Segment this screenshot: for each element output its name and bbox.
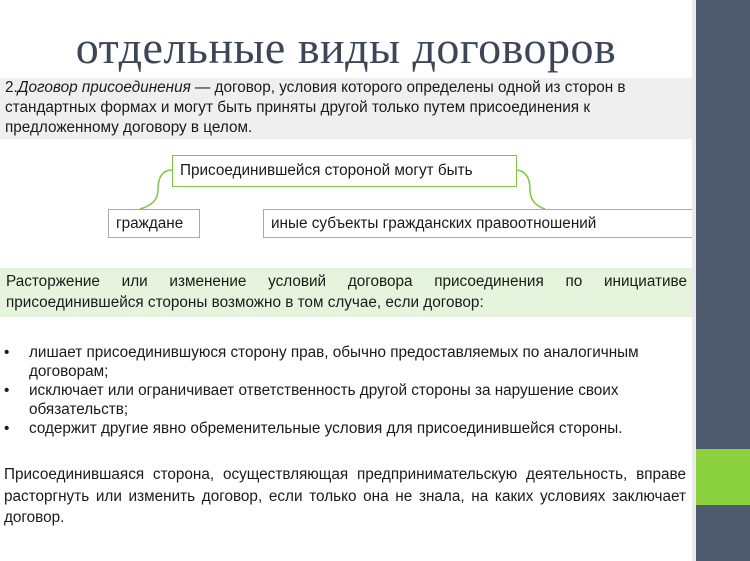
list-item-text: содержит другие явно обременительные условия для присоединившейся стороны. [29,420,623,437]
bullet-marker: • [4,344,10,361]
diagram-right-label: иные субъекты гражданских правоотношений [271,215,597,232]
diagram-heading-box [172,155,517,187]
definition-term: Договор присоединения [17,79,191,96]
bullet-marker: • [4,420,10,437]
connector-left-line [140,170,172,209]
diagram-left-label: граждане [116,215,184,232]
bullet-marker: • [4,382,10,399]
definition-body: — договор, условия которого определены одной из сторон в стандартных формах и могут быть приняты другой только путем присоединения к предложенному договору в целом. [5,79,626,136]
slide-title: отдельные виды договоров [75,22,617,73]
list-item [4,381,688,419]
list-item [4,419,688,438]
list-item-text: исключает или ограничивает ответственность другой стороны за нарушение своих обязательств; [29,382,619,418]
conditions-list [4,343,688,438]
closing-paragraph: Присоединившаяся сторона, осуществляющая предпринимательскую деятельность, вправе расторгнуть или изменить договор, если только она не знала, на каких условиях заключает договор. [4,466,686,526]
list-item-text: лишает присоединившуюся сторону прав, обычно предоставляемых по аналогичным договорам; [29,344,639,380]
condition-text: Расторжение или изменение условий договора присоединения по инициативе присоединившейся стороны возможно в том случае, если договор: [6,273,687,311]
definition-number: 2. [5,79,18,96]
connector-right-line [515,170,545,209]
diagram-connector [0,0,692,240]
condition-block [0,268,692,317]
list-item [4,343,688,381]
diagram-heading: Присоединившейся стороной могут быть [180,162,473,179]
diagram-right-box [263,209,693,238]
sidebar-accent [696,449,750,505]
diagram-left-box [108,209,200,238]
